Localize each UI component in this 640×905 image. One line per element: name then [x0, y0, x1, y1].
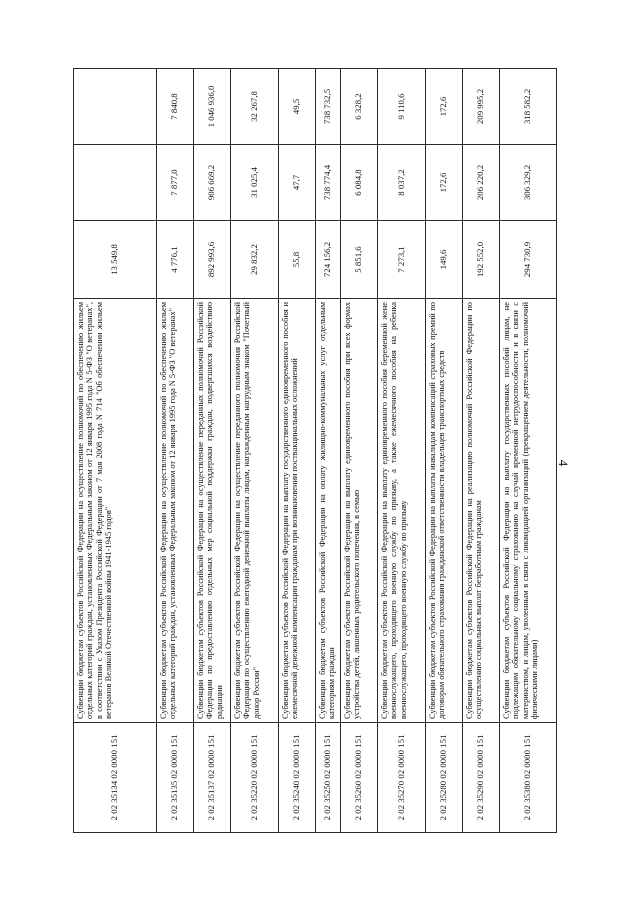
row-value-2: 206 220,2	[463, 145, 500, 221]
row-code: 2 02 35134 02 0000 151	[74, 723, 157, 833]
row-value-3	[74, 69, 157, 145]
row-name: Субвенции бюджетам субъектов Российской Федерации на осуществление полномочий по обеспечению жильем отдельных категорий граждан, установленных Федеральным законом от 12 января 1995 года N 5-ФЗ "О ветеранах"	[157, 299, 194, 723]
table-row	[194, 69, 231, 833]
table-row	[316, 69, 341, 833]
row-name: Субвенции бюджетам субъектов Российской Федерации на выплату государственных пособий лицам, не подлежащим обязательному социальному страхованию на случай временной нетрудоспособности и в связи с материнством, и лицам, уволенным в связи с ликвидацией организаций (прекращением деятельности, полномочий физическими лицами)	[500, 299, 557, 723]
table-row	[500, 69, 557, 833]
row-value-1: 7 273,1	[378, 221, 426, 299]
row-code: 2 02 35380 02 0000 151	[500, 723, 557, 833]
table-row	[279, 69, 316, 833]
row-value-3: 32 267,8	[231, 69, 279, 145]
row-code: 2 02 35280 02 0000 151	[426, 723, 463, 833]
row-value-3: 1 046 936,0	[194, 69, 231, 145]
row-code: 2 02 35290 02 0000 151	[463, 723, 500, 833]
rotated-table-wrapper	[73, 69, 540, 833]
row-value-1: 13 549,8	[74, 221, 157, 299]
row-value-2: 47,7	[279, 145, 316, 221]
row-value-3: 7 840,8	[157, 69, 194, 145]
row-value-1: 724 156,2	[316, 221, 341, 299]
row-code: 2 02 35270 02 0000 151	[378, 723, 426, 833]
row-code: 2 02 35220 02 0000 151	[231, 723, 279, 833]
row-code: 2 02 35135 02 0000 151	[157, 723, 194, 833]
row-value-2: 906 669,2	[194, 145, 231, 221]
row-value-2: 31 025,4	[231, 145, 279, 221]
row-value-2	[74, 145, 157, 221]
row-value-3: 209 995,2	[463, 69, 500, 145]
row-value-2: 306 329,2	[500, 145, 557, 221]
row-name: Субвенции бюджетам субъектов Российской Федерации на осуществление переданных полномочий Российской Федерации по предоставлению отдельных мер социальной поддержки граждан, подвергшихся воздействию радиации	[194, 299, 231, 723]
row-name: Субвенции бюджетам субъектов Российской Федерации на выплату единовременного пособия при всех формах устройства детей, лишенных родительского попечения, в семью	[341, 299, 378, 723]
table-rotator	[73, 69, 540, 833]
row-name: Субвенции бюджетам субъектов Российской Федерации на выплату государственного единовременного пособия и ежемесячной денежной компенсации гражданам при возникновении поствакцинальных осложнений	[279, 299, 316, 723]
row-value-2: 738 774,4	[316, 145, 341, 221]
row-value-2: 6 084,8	[341, 145, 378, 221]
row-value-3: 738 732,5	[316, 69, 341, 145]
row-code: 2 02 35137 02 0000 151	[194, 723, 231, 833]
row-value-1: 5 851,6	[341, 221, 378, 299]
table-row	[463, 69, 500, 833]
row-value-1: 892 993,6	[194, 221, 231, 299]
row-name: Субвенции бюджетам субъектов Российской Федерации на выплату единовременного пособия беременной жене военнослужащего, проходящего военную службу по призыву, а также ежемесячного пособия на ребенка военнослужащего, проходящего военную службу по призыву	[378, 299, 426, 723]
row-name: Субвенции бюджетам субъектов Российской Федерации на осуществление полномочий по обеспечению жильем отдельных категорий граждан, установленных Федеральным законом от 12 января 1995 года N 5-ФЗ "О ветеранах", в соответствии с Указом Президента Российской Федерации от 7 мая 2008 года N 714 "Об обеспечении жильем ветеранов Великой Отечественной войны 1941-1945 годов"	[74, 299, 157, 723]
row-name: Субвенции бюджетам субъектов Российской Федерации на реализацию полномочий Российской Федерации по осуществлению социальных выплат безработным гражданам	[463, 299, 500, 723]
row-value-3: 49,5	[279, 69, 316, 145]
row-value-1: 149,6	[426, 221, 463, 299]
table-row	[231, 69, 279, 833]
row-value-1: 29 832,2	[231, 221, 279, 299]
row-value-3: 172,6	[426, 69, 463, 145]
page-number: 4	[556, 459, 571, 467]
table-row	[157, 69, 194, 833]
row-code: 2 02 35240 02 0000 151	[279, 723, 316, 833]
row-value-2: 8 037,2	[378, 145, 426, 221]
row-code: 2 02 35260 02 0000 151	[341, 723, 378, 833]
row-value-2: 7 877,0	[157, 145, 194, 221]
budget-table	[73, 68, 557, 833]
row-value-3: 318 582,2	[500, 69, 557, 145]
row-name: Субвенции бюджетам субъектов Российской Федерации на осуществление переданного полномочия Российской Федерации по осуществлению ежегодной денежной выплаты лицам, награжденным нагрудным знаком "Почетный донор России"	[231, 299, 279, 723]
row-code: 2 02 35250 02 0000 151	[316, 723, 341, 833]
table-row	[426, 69, 463, 833]
row-value-1: 4 776,1	[157, 221, 194, 299]
table-row	[378, 69, 426, 833]
table-row	[74, 69, 157, 833]
row-value-3: 9 110,6	[378, 69, 426, 145]
row-value-1: 294 730,9	[500, 221, 557, 299]
row-value-1: 55,8	[279, 221, 316, 299]
row-value-2: 172,6	[426, 145, 463, 221]
row-name: Субвенции бюджетам субъектов Российской Федерации на выплаты инвалидам компенсаций страховых премий по договорам обязательного страхования гражданской ответственности владельцев транспортных средств	[426, 299, 463, 723]
row-name: Субвенции бюджетам субъектов Российской Федерации на оплату жилищно-коммунальных услуг отдельным категориям граждан	[316, 299, 341, 723]
row-value-3: 6 328,2	[341, 69, 378, 145]
table-row	[341, 69, 378, 833]
row-value-1: 192 552,0	[463, 221, 500, 299]
